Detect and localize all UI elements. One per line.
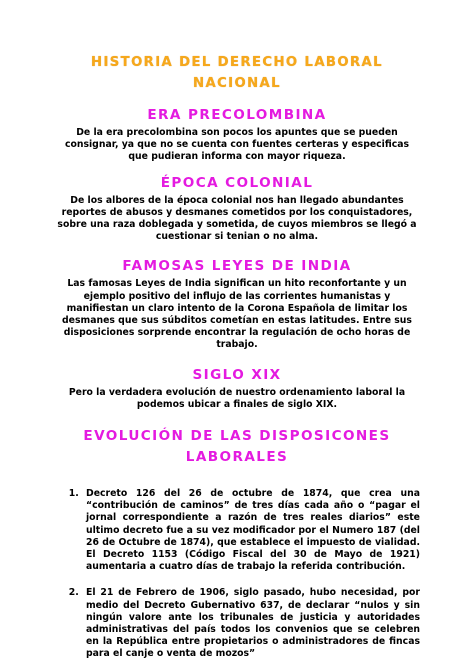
heading-leyes-de-india: FAMOSAS LEYES DE INDIA bbox=[122, 258, 352, 275]
heading-siglo-xix: SIGLO XIX bbox=[192, 366, 282, 383]
paragraph-era-precolombina: De la era precolombina son pocos los apuntes que se pueden consignar, ya que no se cuenta con fuentes certeras y especificas que pudieran informa con mayor riqueza. bbox=[64, 127, 410, 163]
list-item: 1. Decreto 126 del 26 de octubre de 1874, que crea una “contribución de caminos” de tres días cada año o “pagar el jornal correspondiente a razón de tres reales diarios” este ultimo decreto fue a su vez modificador por el Numero 187 (del 26 de Octubre de 1874), que establece el impuesto de vialidad. El Decreto 1153 (Código Fiscal del 30 de Mayo de 1921) aumentaria a cuatro días de trabajo la referida contribución. bbox=[82, 488, 420, 573]
heading-era-precolombina: ERA PRECOLOMBINA bbox=[147, 107, 327, 123]
heading-epoca-colonial: ÉPOCA COLONIAL bbox=[160, 174, 314, 191]
list-item: 2. El 21 de Febrero de 1906, siglo pasado, hubo necesidad, por medio del Decreto Gubernativo 637, de declarar “nulos y sin ningún valore ante los tribunales de justicia y autoridades administrativas del país todos los convenios que se celebren en la República entre propietarios o administradores de fincas para el canje o venta de mozos” bbox=[82, 587, 420, 660]
disposiciones-list bbox=[54, 488, 420, 661]
paragraph-epoca-colonial: De los albores de la época colonial nos han llegado abundantes reportes de abusos y desmanes cometidos por los conquistadores, sobre una raza doblegada y sometida, de cuyos miembros se llegó a cuestionar si tenian o no alma. bbox=[57, 194, 417, 243]
paragraph-siglo-xix: Pero la verdadera evolución de nuestro ordenamiento laboral la podemos ubicar a finales de siglo XIX. bbox=[68, 386, 406, 410]
heading-evolucion-disposiciones: EVOLUCIÓN DE LAS DISPOSICONES LABORALES bbox=[83, 428, 391, 466]
document-title: HISTORIA DEL DERECHO LABORAL NACIONAL bbox=[91, 55, 383, 91]
paragraph-leyes-de-india: Las famosas Leyes de India significan un hito reconfortante y un ejemplo positivo del influjo de las corrientes humanistas y manifiestan un claro intento de la Corona Española de limitar los desmanes que sus súbditos cometían en estas latitudes. Entre sus disposiciones sorprende encontrar la regulación de ocho horas de trabajo. bbox=[62, 278, 412, 351]
